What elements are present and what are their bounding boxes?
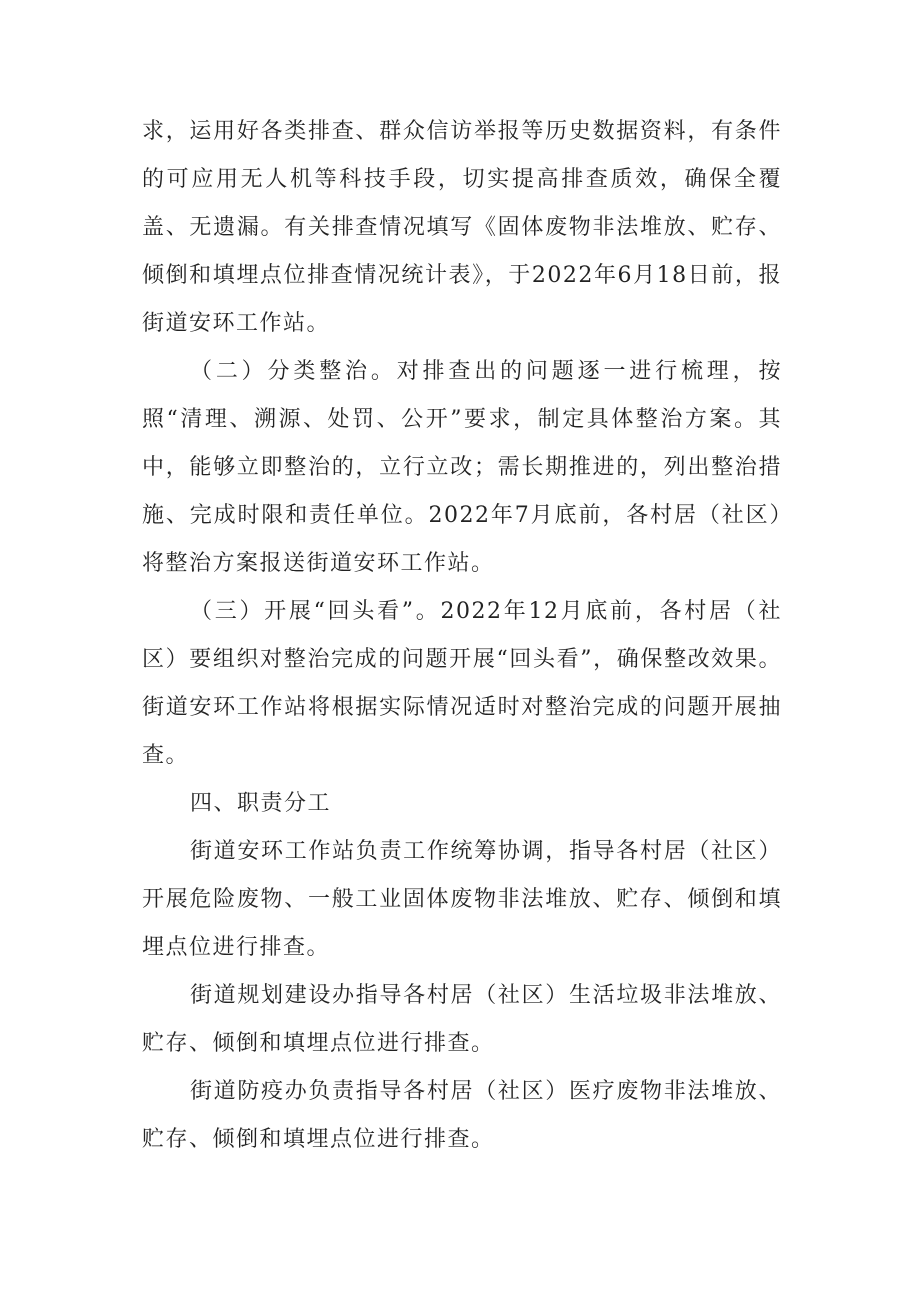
paragraph-continuation: 求，运用好各类排查、群众信访举报等历史数据资料，有条件的可应用无人机等科技手段，切实提高排查质效，确保全覆盖、无遗漏。有关排查情况填写《固体废物非法堆放、贮存、倾倒和填埋点位排查情况统计表》，于2022年6月18日前，报街道安环工作站。 <box>142 119 782 336</box>
document-page <box>142 108 782 1164</box>
paragraph-classified-rectification: （二）分类整治。对排查出的问题逐一进行梳理，按照“清理、溯源、处罚、公开”要求，制定具体整治方案。其中，能够立即整治的，立行立改；需长期推进的，列出整治措施、完成时限和责任单位。2022年7月底前，各村居（社区）将整治方案报送街道安环工作站。 <box>142 359 782 576</box>
paragraph-look-back: （三）开展“回头看”。2022年12月底前，各村居（社区）要组织对整治完成的问题开展“回头看”，确保整改效果。街道安环工作站将根据实际情况适时对整治完成的问题开展抽查。 <box>142 599 782 768</box>
paragraph-epidemic-office: 街道防疫办负责指导各村居（社区）医疗废物非法堆放、贮存、倾倒和填埋点位进行排查。 <box>142 1079 782 1152</box>
paragraph-planning-office: 街道规划建设办指导各村居（社区）生活垃圾非法堆放、贮存、倾倒和填埋点位进行排查。 <box>142 983 782 1056</box>
paragraph-safety-station: 街道安环工作站负责工作统筹协调，指导各村居（社区）开展危险废物、一般工业固体废物非法堆放、贮存、倾倒和填埋点位进行排查。 <box>142 839 782 960</box>
section-heading-duties: 四、职责分工 <box>190 791 332 816</box>
